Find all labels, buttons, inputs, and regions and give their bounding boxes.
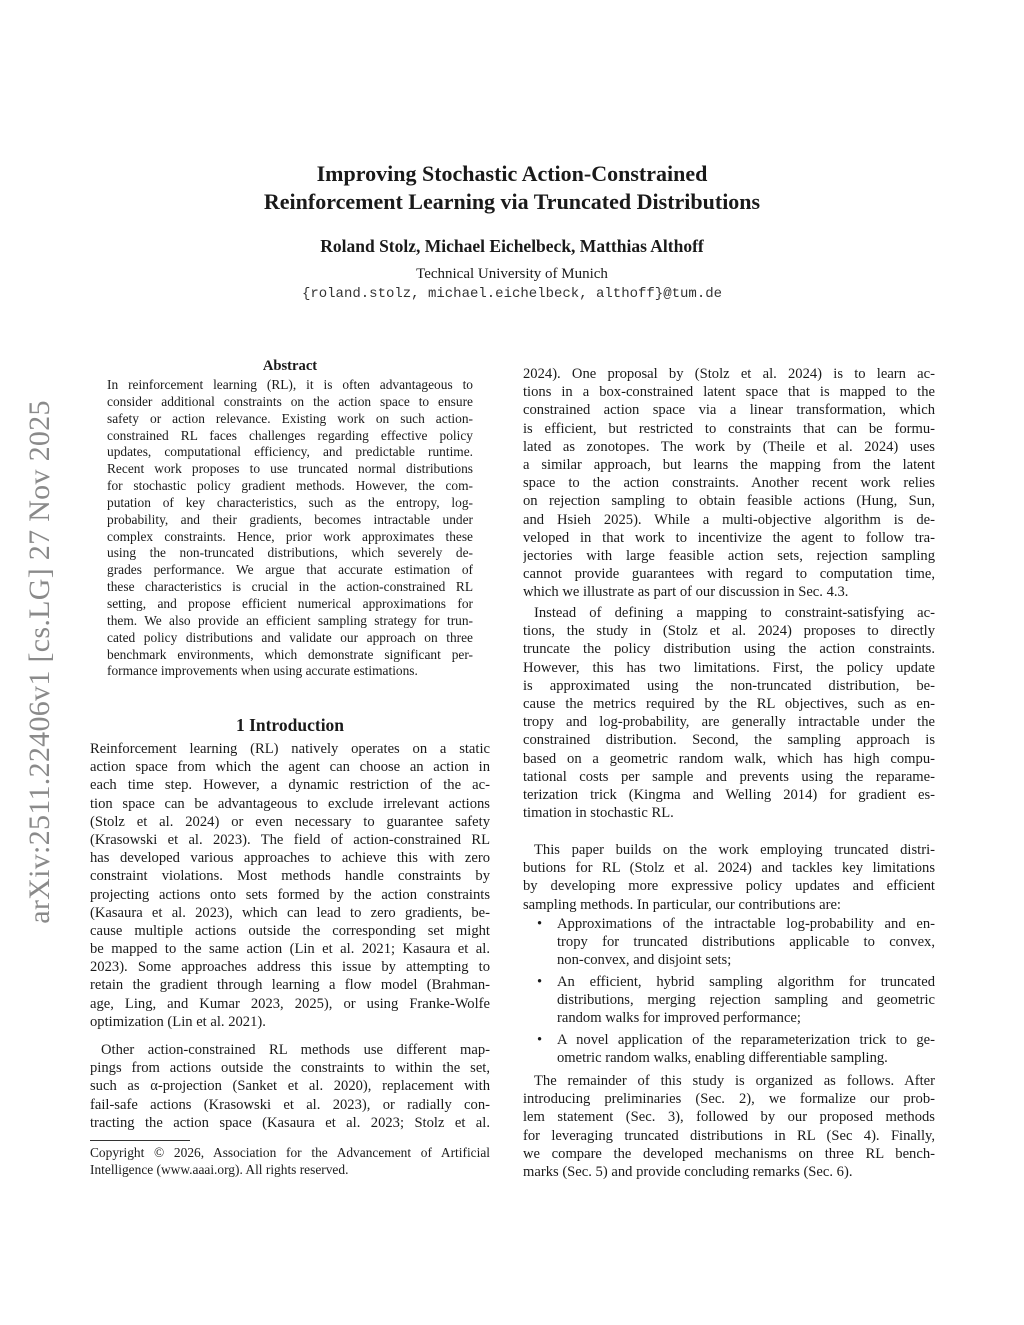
text-line: setting, and propose efficient numerical approximations for [107,595,473,611]
text-line: However, this has two limitations. First, the policy update [523,659,935,676]
text-line: a similar approach, but learns the mapping from the latent [523,456,935,473]
text-line: non-convex, and disjoint sets; [557,952,732,969]
text-line: In reinforcement learning (RL), it is often advantageous to [107,377,473,392]
text-line: be mapped to the same action (Lin et al. 2021; Kasaura et al. [90,941,490,958]
text-line: age, Ling, and Kumar 2023, 2025), or using Franke-Wolfe [90,995,490,1012]
text-line: lated as zonotopes. The work by (Theile et al. 2024) uses [523,438,935,455]
text-line: putation of key characteristics, such as the entropy, log- [107,494,473,510]
title-line: Reinforcement Learning via Truncated Distributions [263,189,761,214]
text-line: complex constraints. Hence, prior work approximates these [107,528,473,544]
text-line: Recent work proposes to use truncated normal distributions [107,461,473,477]
bullet-icon: • [537,916,543,932]
text-line: An efficient, hybrid sampling algorithm for truncated [557,974,935,990]
text-line: Approximations of the intractable log-probability and en- [557,916,935,932]
text-line: Reinforcement learning (RL) natively operates on a static [90,741,490,757]
text-line: updates, computational efficiency, and predictable runtime. [107,444,473,460]
text-line: truncate the policy distribution using the action constraints. [523,641,935,658]
text-line: grades performance. We argue that accurate estimation of [107,562,473,578]
text-line: lem statement (Sec. 3), followed by our proposed methods [523,1109,935,1126]
text-line: benchmark environments, which demonstrate significant per- [107,646,473,662]
abstract-body [107,377,473,680]
text-line: cated policy distributions and validate our approach on three [107,629,473,645]
text-line: A novel application of the reparameterization trick to ge- [557,1032,935,1048]
text-line: introducing preliminaries (Sec. 2), we formalize our prob- [523,1091,935,1108]
bullet-icon: • [537,1032,543,1048]
abstract-heading: Abstract [262,358,318,374]
text-line: tion space can be advantageous to exclude irrelevant actions [90,795,490,812]
text-line: 2023). Some approaches address this issue by attempting to [90,959,490,976]
text-line: tropy for truncated distributions applicable to convex, [557,934,935,951]
paragraph [523,841,935,914]
text-line: cause multiple actions outside the corresponding set might [90,922,490,939]
text-line: tracting the action space (Kasaura et al. 2023; Stolz et al. [90,1114,490,1131]
text-line: formance improvements when using accurate estimations. [107,663,418,679]
text-line: space to the action constraints. Another recent work relies [523,475,935,492]
text-line: veloped in that work to incentivize the agent to follow tra- [523,529,935,546]
text-line: constraint violations. Most methods handle constraints by [90,868,490,885]
text-line: pings from actions outside the constraints to within the set, [90,1060,490,1077]
text-line: based on a geometric random walk, which has high compu- [523,750,935,767]
bullet-text [557,915,935,970]
text-line: on rejection sampling to obtain feasible actions (Hung, Sun, [523,493,935,510]
text-line: This paper builds on the work employing truncated distri- [534,842,935,858]
authors: Roland Stolz, Michael Eichelbeck, Matthias Althoff [320,236,704,256]
text-line: is efficient, but restricted to constraints that can be formu- [523,420,935,437]
text-line: these characteristics is crucial in the action-constrained RL [107,579,473,595]
text-line: fail-safe actions (Krasowski et al. 2023), or radially con- [90,1096,490,1113]
paragraph [523,604,935,822]
text-line: by developing more expressive policy updates and efficient [523,878,935,895]
text-line: action space from which the agent can choose an action in [90,759,490,776]
text-line: constrained distribution. Second, the sampling approach is [523,732,935,749]
text-line: is approximated using the non-truncated distribution, be- [523,677,935,694]
text-line: Instead of defining a mapping to constraint-satisfying ac- [534,605,935,621]
text-line: tational costs per sample and prevents using the reparame- [523,768,935,785]
text-line: butions for RL (Stolz et al. 2024) and tackles key limitations [523,860,935,877]
bullet-text [557,973,935,1028]
text-line: them. We also provide an efficient sampling strategy for trun- [107,612,473,628]
text-line: safety or action relevance. Existing work on such action- [107,410,473,426]
text-line: probability, and their gradients, becomes intractable under [107,511,473,527]
footnote-rule [90,1140,190,1141]
paragraph [90,740,490,1031]
text-line: random walks for improved performance; [557,1010,801,1027]
text-line: ometric random walks, enabling differentiable sampling. [557,1050,888,1067]
text-line: marks (Sec. 5) and provide concluding remarks (Sec. 6). [523,1163,853,1180]
text-line: has developed various approaches to achieve this with zero [90,850,490,867]
text-line: (Krasowski et al. 2023). The field of action-constrained RL [90,831,490,848]
affiliation: Technical University of Munich [416,266,608,282]
text-line: we compare the developed mechanisms on three RL bench- [523,1145,935,1162]
text-line: jectories with large feasible action sets, rejection sampling [523,547,935,564]
paragraph [90,1041,490,1132]
text-line: Copyright © 2026, Association for the Advancement of Artificial [90,1145,490,1160]
text-line: tions in a box-constrained latent space that is mapped to the [523,384,935,401]
copyright-footnote [90,1144,490,1178]
text-line: Other action-constrained RL methods use different map- [101,1042,490,1058]
text-line: (Kasaura et al. 2023), which can lead to zero gradients, be- [90,904,490,921]
text-line: each time step. However, a dynamic restriction of the ac- [90,777,490,794]
text-line: retain the gradient through learning a flow model (Brahman- [90,977,490,994]
arxiv-identifier: arXiv:2511.22406v1 [cs.LG] 27 Nov 2025 [23,400,56,924]
text-line: consider additional constraints on the action space to ensure [107,393,473,409]
text-line: using the non-truncated distributions, which severely de- [107,545,473,561]
text-line: Intelligence (www.aaai.org). All rights reserved. [90,1162,349,1177]
text-line: constrained RL faces challenges regarding effective policy [107,427,473,443]
section-heading-introduction: 1 Introduction [235,715,345,735]
author-emails: {roland.stolz, michael.eichelbeck, althoff}@tum.de [301,286,723,302]
text-line: which we illustrate as part of our discussion in Sec. 4.3. [523,584,849,601]
text-line: constrained action space via a linear transformation, which [523,402,935,419]
text-line: such as α-projection (Sanket et al. 2020), replacement with [90,1078,490,1095]
text-line: for leveraging truncated distributions in RL (Sec 4). Finally, [523,1127,935,1144]
paper-title [0,160,1024,216]
text-line: The remainder of this study is organized as follows. After [534,1073,935,1089]
text-line: sampling methods. In particular, our contributions are: [523,896,841,913]
text-line: distributions, merging rejection sampling and geometric [557,992,935,1009]
text-line: 2024). One proposal by (Stolz et al. 2024) is to learn ac- [523,366,935,382]
paragraph [523,365,935,601]
text-line: terization trick (Kingma and Welling 2014) for gradient es- [523,786,935,803]
text-line: tions, the study in (Stolz et al. 2024) proposes to directly [523,623,935,640]
text-line: timation in stochastic RL. [523,805,674,822]
title-line: Improving Stochastic Action-Constrained [316,161,708,186]
text-line: and Hsieh 2025). While a multi-objective algorithm is de- [523,511,935,528]
text-line: cannot provide guarantees with regard to computation time, [523,566,935,583]
text-line: projecting actions onto sets formed by the action constraints [90,886,490,903]
bullet-icon: • [537,974,543,990]
text-line: tropy and log-probability, are generally intractable under the [523,714,935,731]
paragraph [523,1072,935,1181]
text-line: cause the metrics required by the RL objectives, such as en- [523,695,935,712]
bullet-text [557,1031,935,1067]
text-line: for stochastic policy gradient methods. However, the com- [107,478,473,494]
text-line: (Stolz et al. 2024) or even necessary to guarantee safety [90,813,490,830]
text-line: optimization (Lin et al. 2021). [90,1013,266,1030]
